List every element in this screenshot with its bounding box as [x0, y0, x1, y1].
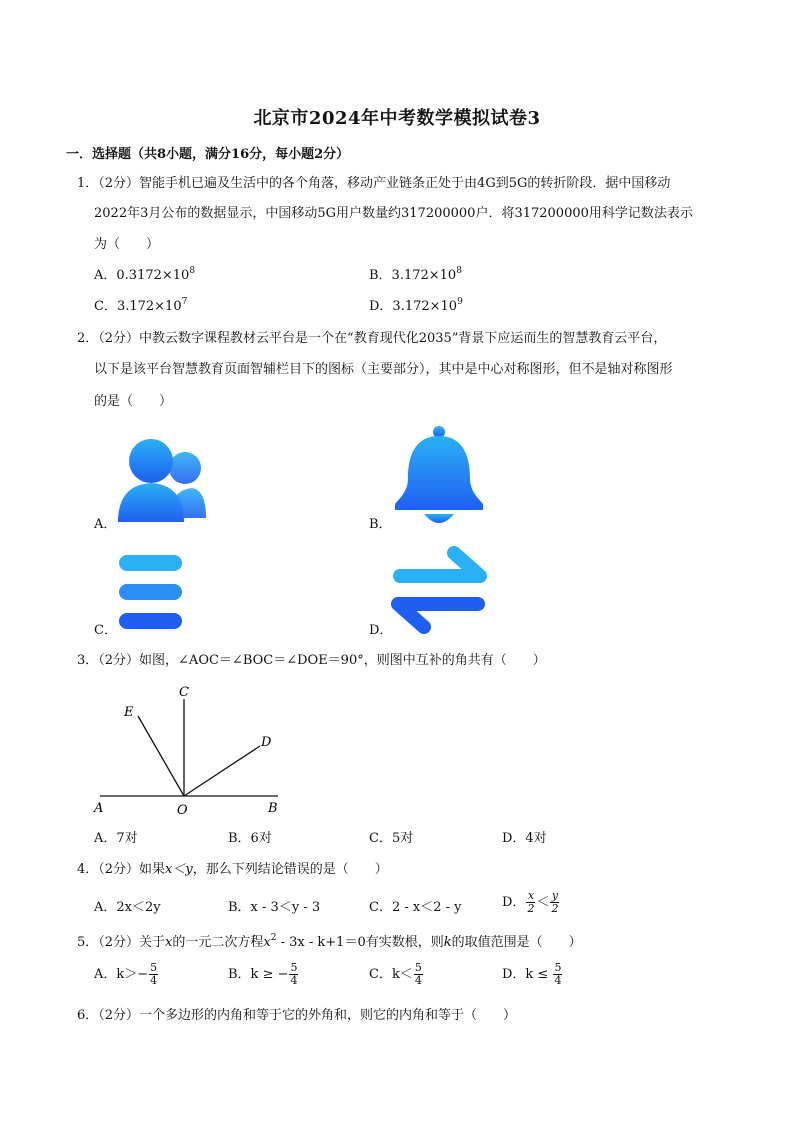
- q1-line-3: 为（ ）: [94, 237, 160, 252]
- exponent: 9: [457, 297, 463, 307]
- q5-option-d[interactable]: [502, 962, 563, 987]
- q3-option-a[interactable]: A．7对: [94, 831, 138, 846]
- q4-option-a[interactable]: A．2x＜2y: [94, 900, 161, 915]
- label-E: E: [124, 705, 134, 720]
- less-than: ＜: [536, 895, 550, 910]
- label-B: B: [268, 801, 278, 816]
- page-title: 北京市2024年中考数学模拟试卷3: [253, 108, 541, 129]
- q6-text: 6．（2分）一个多边形的内角和等于它的外角和，则它的内角和等于（ ）: [77, 1008, 517, 1023]
- fraction-5-over-4: $\frac{5}{4}$: [554, 961, 562, 987]
- fraction-5-over-4: $\frac{5}{4}$: [150, 961, 158, 987]
- option-prefix: C．k＜: [369, 967, 413, 982]
- ray-OE: [138, 716, 184, 796]
- q5-option-c[interactable]: [369, 962, 424, 987]
- q2-line-3: 的是（ ）: [94, 394, 173, 409]
- fraction-x-over-2: $\frac{x}{2}$: [527, 889, 535, 915]
- q5-post: 的取值范围是（ ）: [451, 935, 582, 950]
- fraction-5-over-4: $\frac{5}{4}$: [414, 961, 422, 987]
- q5-text: [77, 934, 582, 952]
- option-text: D．3.172×10: [369, 299, 458, 314]
- q5-option-a[interactable]: [94, 962, 159, 987]
- eq-exp: 2: [270, 933, 277, 943]
- q4-option-d[interactable]: [502, 890, 560, 915]
- option-prefix: A．k＞−: [94, 967, 149, 982]
- q4-post: ，那么下列结论错误的是（ ）: [192, 862, 388, 877]
- label-A: A: [94, 801, 104, 816]
- section-heading: 一．选择题（共8小题，满分16分，每小题2分）: [66, 147, 350, 162]
- q4-option-b[interactable]: B．x - 3＜y - 3: [228, 900, 321, 915]
- fraction-y-over-2: $\frac{y}{2}$: [551, 889, 559, 915]
- q5-mid2: 有实数根，则: [365, 935, 444, 950]
- exponent: 7: [181, 297, 188, 307]
- q3-angle-diagram: [90, 680, 300, 820]
- var-k: k: [443, 935, 452, 950]
- option-text: A．0.3172×10: [94, 268, 190, 283]
- q2-line-1: 2．（2分）中教云数字课程教材云平台是一个在“教育现代化2035”背景下应运而生的智慧教育云平台，: [77, 331, 667, 346]
- option-text: B．3.172×10: [369, 268, 457, 283]
- q2-option-b[interactable]: B．: [369, 517, 392, 532]
- q2-option-c[interactable]: C．: [94, 623, 117, 638]
- menu-lines-icon: [119, 555, 182, 629]
- q5-pre: 5．（2分）关于: [77, 935, 166, 950]
- q5-option-b[interactable]: [228, 962, 299, 987]
- q1-line-2: 2022年3月公布的数据显示，中国移动5G用户数量约317200000户．将317200000用科学记数法表示: [94, 206, 693, 221]
- q5-mid1: 的一元二次方程: [172, 935, 264, 950]
- q4-option-c[interactable]: C．2 - x＜2 - y: [369, 900, 462, 915]
- q1-line-1: 1．（2分）智能手机已遍及生活中的各个角落，移动产业链条正处于由4G到5G的转折阶段．据中国移动: [77, 176, 671, 191]
- exponent: 8: [189, 266, 196, 276]
- option-prefix: B．k ≥ −: [228, 967, 289, 982]
- label-D: D: [261, 735, 272, 750]
- eq-x: x: [263, 935, 271, 950]
- label-C: C: [179, 685, 189, 700]
- q4-expr: x＜y: [165, 862, 193, 877]
- option-prefix: D．k ≤: [502, 967, 553, 982]
- ray-OD: [184, 746, 260, 796]
- q2-line-2: 以下是该平台智慧教育页面智辅栏目下的图标（主要部分），其中是中心对称图形，但不是轴对称图形: [94, 362, 673, 377]
- fraction-5-over-4: $\frac{5}{4}$: [290, 961, 298, 987]
- swap-arrows-icon: [398, 553, 480, 627]
- q4-text: [77, 861, 388, 879]
- q3-option-d[interactable]: D．4对: [502, 831, 547, 846]
- q3-text: 3．（2分）如图，∠AOC＝∠BOC＝∠DOE＝90°，则图中互补的角共有（ ）: [77, 653, 546, 668]
- option-text: C．3.172×10: [94, 299, 182, 314]
- option-prefix: D．: [502, 895, 526, 910]
- bell-icon: [395, 426, 483, 523]
- q2-option-a[interactable]: A．: [94, 517, 117, 532]
- exponent: 8: [456, 266, 462, 276]
- q3-option-c[interactable]: C．5对: [369, 831, 414, 846]
- eq-rest: - 3x - k+1＝0: [276, 935, 366, 950]
- q3-option-b[interactable]: B．6对: [228, 831, 272, 846]
- label-O: O: [177, 803, 188, 818]
- users-icon: [118, 439, 206, 522]
- var-x: x: [165, 935, 173, 950]
- q2-option-d[interactable]: D．: [369, 623, 393, 638]
- q4-pre: 4．（2分）如果: [77, 862, 166, 877]
